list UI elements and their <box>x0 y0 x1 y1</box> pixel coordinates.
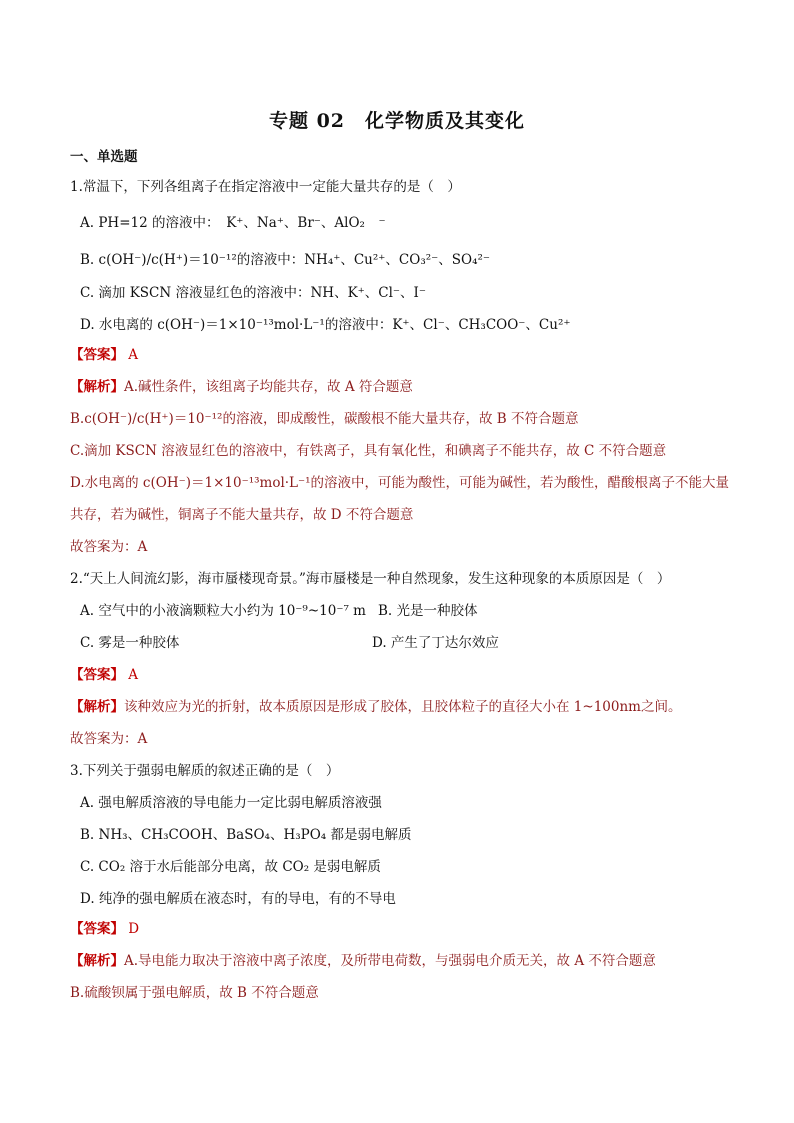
question-3-stem: 3.下列关于强弱电解质的叙述正确的是（ ） <box>70 763 340 779</box>
analysis-tag: 【解析】 <box>70 953 124 969</box>
question-3-option-b: B. NH₃、CH₃COOH、BaSO₄、H₃PO₄ 都是弱电解质 <box>80 827 412 843</box>
answer-tag: 【答案】 <box>70 921 124 937</box>
question-3-answer <box>70 920 139 938</box>
question-3-option-d: D. 纯净的强电解质在液态时，有的导电，有的不导电 <box>80 891 396 907</box>
question-1-analysis-line-1 <box>70 378 413 396</box>
question-1-option-d: D. 水电离的 c(OH⁻)＝1×10⁻¹³mol·L⁻¹的溶液中：K⁺、Cl⁻、CH₃COO⁻、Cu²⁺ <box>80 317 571 333</box>
question-3-option-c: C. CO₂ 溶于水后能部分电离，故 CO₂ 是弱电解质 <box>80 859 381 875</box>
question-1-analysis-line-5: 共存，若为碱性，铜离子不能大量共存，故 D 不符合题意 <box>70 507 414 523</box>
question-3-option-a: A. 强电解质溶液的导电能力一定比弱电解质溶液强 <box>80 795 382 811</box>
answer-value: D <box>128 921 140 937</box>
question-2-option-b: B. 光是一种胶体 <box>378 603 478 619</box>
question-2-option-a: A. 空气中的小液滴颗粒大小约为 10⁻⁹~10⁻⁷ m <box>80 603 366 619</box>
question-2-option-d: D. 产生了丁达尔效应 <box>372 635 499 651</box>
analysis-text: A.导电能力取决于溶液中离子浓度，及所带电荷数，与强弱电介质无关，故 A 不符合题意 <box>124 953 656 969</box>
question-1-stem: 1.常温下，下列各组离子在指定溶液中一定能大量共存的是（ ） <box>70 179 461 195</box>
analysis-tag: 【解析】 <box>70 699 124 715</box>
question-1-option-a: A. PH=12 的溶液中： K⁺、Na⁺、Br⁻、AlO₂ ⁻ <box>80 215 386 231</box>
question-1-option-c: C. 滴加 KSCN 溶液显红色的溶液中：NH、K⁺、Cl⁻、I⁻ <box>80 285 427 301</box>
question-2-option-c: C. 雾是一种胶体 <box>80 635 180 651</box>
question-3-analysis-line-1 <box>70 952 656 970</box>
answer-tag: 【答案】 <box>70 667 124 683</box>
question-1-analysis-line-3: C.滴加 KSCN 溶液显红色的溶液中，有铁离子，具有氧化性，和碘离子不能共存，故 C 不符合题意 <box>70 443 667 459</box>
analysis-tag: 【解析】 <box>70 379 124 395</box>
analysis-text: 该种效应为光的折射，故本质原因是形成了胶体，且胶体粒子的直径大小在 1~100nm之间。 <box>124 699 682 715</box>
page-title: 专题 02 化学物质及其变化 <box>268 110 526 132</box>
question-1-analysis-line-2: B.c(OH⁻)/c(H⁺)＝10⁻¹²的溶液，即成酸性，碳酸根不能大量共存，故 B 不符合题意 <box>70 411 579 427</box>
question-2-analysis <box>70 698 681 716</box>
question-1-conclusion: 故答案为：A <box>70 539 148 555</box>
question-2-answer <box>70 666 138 684</box>
question-2-stem: 2.“天上人间流幻影，海市蜃楼现奇景。”海市蜃楼是一种自然现象，发生这种现象的本质原因是（ ） <box>70 571 671 587</box>
answer-value: A <box>128 347 139 363</box>
question-3-analysis-line-2: B.硫酸钡属于强电解质，故 B 不符合题意 <box>70 985 319 1001</box>
question-1-answer <box>70 346 138 364</box>
question-2-conclusion: 故答案为：A <box>70 731 148 747</box>
question-1-option-b: B. c(OH⁻)/c(H⁺)＝10⁻¹²的溶液中：NH₄⁺、Cu²⁺、CO₃²⁻、SO₄²⁻ <box>80 252 491 268</box>
question-1-analysis-line-4: D.水电离的 c(OH⁻)＝1×10⁻¹³mol·L⁻¹的溶液中，可能为酸性，可能为碱性，若为酸性，醋酸根离子不能大量 <box>70 475 730 491</box>
analysis-text: A.碱性条件，该组离子均能共存，故 A 符合题意 <box>124 379 413 395</box>
section-heading: 一、单选题 <box>70 149 138 165</box>
answer-tag: 【答案】 <box>70 347 124 363</box>
answer-value: A <box>128 667 139 683</box>
